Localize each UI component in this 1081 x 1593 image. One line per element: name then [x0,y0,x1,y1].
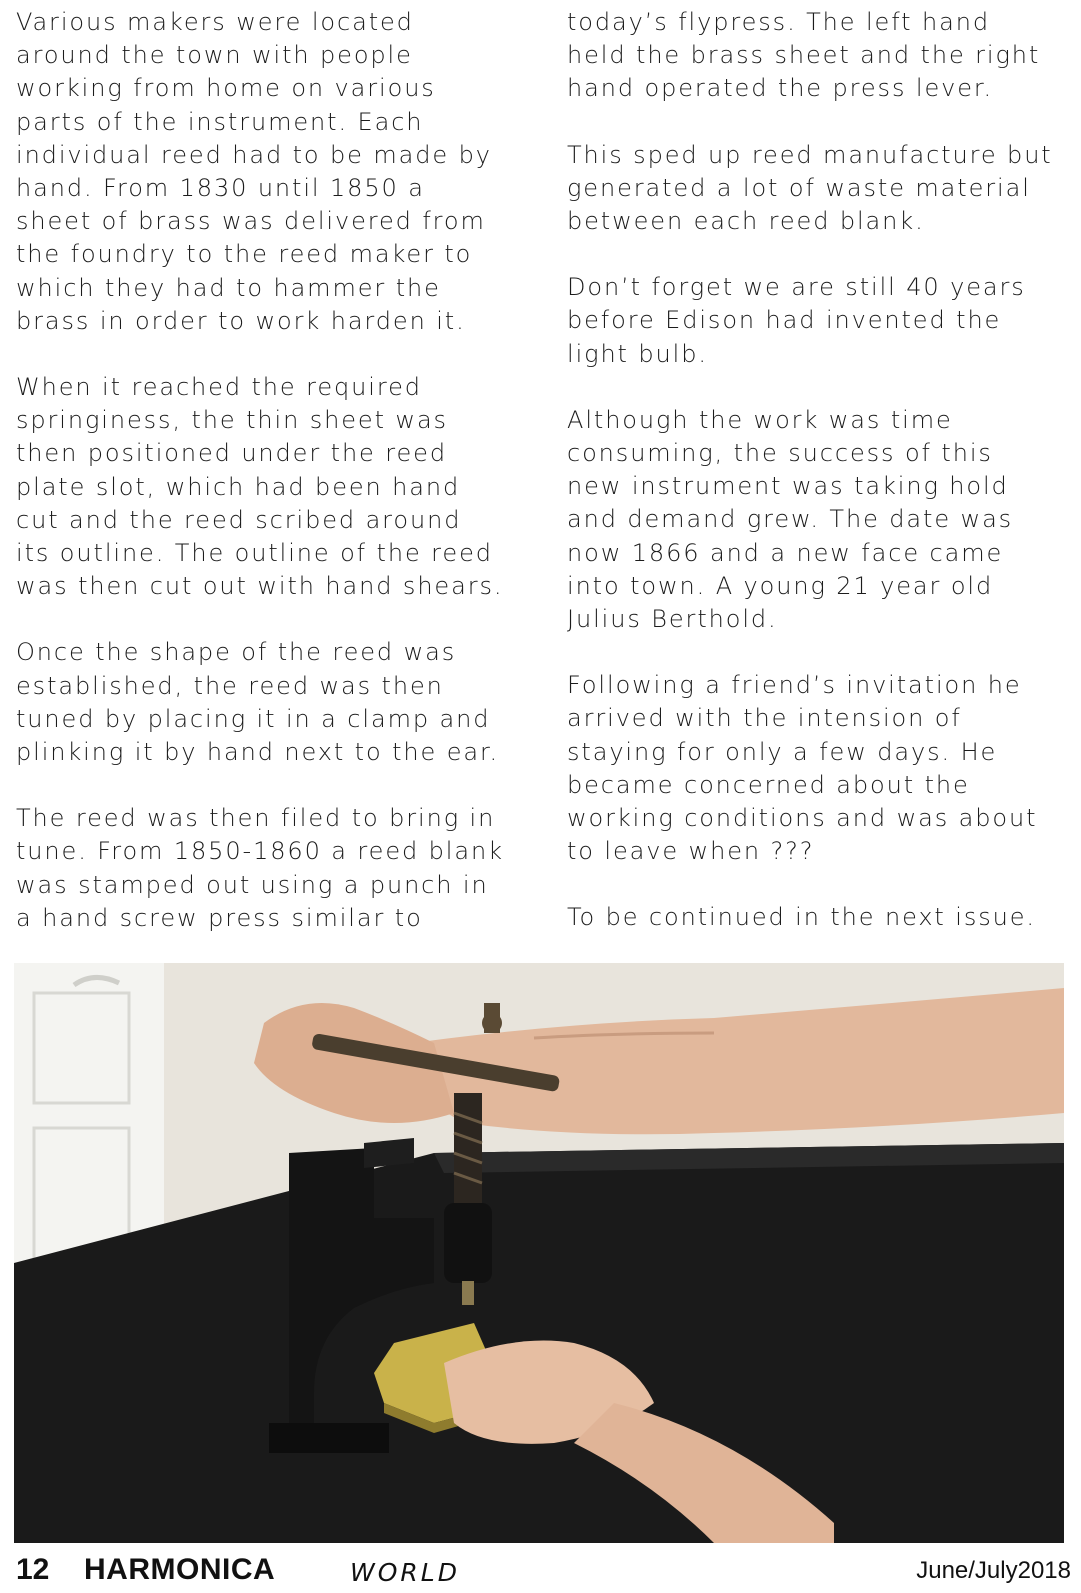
magazine-name: HARMONICA [84,1553,276,1586]
hand-press-photo [14,963,1064,1543]
article-paragraph: This sped up reed manufacture but generated a lot of waste material between each reed blank. [567,140,1053,236]
article-paragraph: To be continued in the next issue. [567,903,1036,932]
article-paragraph: Following a friend’s invitation he arrived with the intension of staying for only a few days. He became concerned about the working conditions and was about to leave when ??? [567,671,1038,866]
article-left-column [16,6,536,968]
press-screw [454,1093,482,1203]
page-number: 12 [16,1553,50,1586]
article-right-column [567,6,1072,968]
issue-date: June/July2018 [916,1557,1071,1584]
article-paragraph: Various makers were located around the town with people working from home on various parts of the instrument. Each individual reed had to be made by hand. From 1830 until 1850 a sheet of brass was delivered from the foundry to the reed maker to which they had to hammer the brass in order to work harden it. [16,8,492,335]
hand-press-illustration [14,963,1064,1543]
article-paragraph: The reed was then filed to bring in tune. From 1850-1860 a reed blank was stamped out using a punch in a hand screw press similar to [16,804,504,932]
article-paragraph: Don’t forget we are still 40 years before Edison had invented the light bulb. [567,273,1026,368]
magazine-name-suffix: WORLD [350,1558,460,1587]
article-paragraph: Once the shape of the reed was established, the reed was then tuned by placing it in a clamp and plinking it by hand next to the ear. [16,638,500,767]
article-paragraph: Although the work was time consuming, the success of this new instrument was taking hold and demand grew. The date was now 1866 and a new face came into town. A young 21 year old Julius Berthold. [567,405,1014,634]
article-paragraph: When it reached the required springiness, the thin sheet was then positioned under the reed plate slot, which had been hand cut and the reed scribed around its outline. The outline of the reed was then cut out with hand shears. [16,373,504,601]
page-footer [0,1549,1081,1593]
article-paragraph: today’s flypress. The left hand held the brass sheet and the right hand operated the press lever. [567,8,1041,103]
